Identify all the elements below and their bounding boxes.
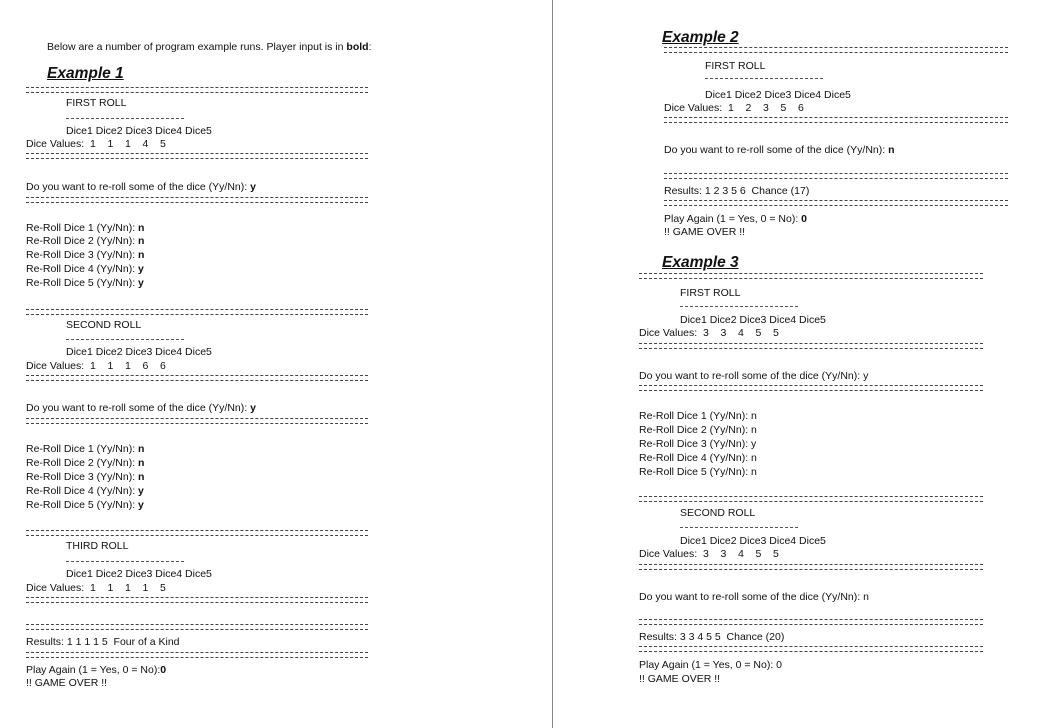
separator (26, 597, 368, 603)
dice-header: Dice1 Dice2 Dice3 Dice4 Dice5 (680, 535, 826, 547)
player-input: y (138, 277, 144, 289)
reroll-line: Re-Roll Dice 5 (Yy/Nn): n (639, 466, 757, 478)
dash-line (680, 527, 798, 528)
reroll-line: Re-Roll Dice 2 (Yy/Nn): n (639, 424, 757, 436)
example-1-title: Example 1 (47, 65, 124, 82)
game-over-line: !! GAME OVER !! (664, 226, 746, 238)
dash-line (66, 339, 184, 340)
dash-line (66, 118, 184, 119)
reroll-question: Do you want to re-roll some of the dice (Yy/Nn): n (664, 144, 895, 156)
reroll-line: Re-Roll Dice 2 (Yy/Nn): n (26, 235, 145, 247)
dice-values: Dice Values: 1 1 1 6 6 (26, 360, 166, 372)
reroll-question: Do you want to re-roll some of the dice (Yy/Nn): y (26, 402, 256, 414)
dice-values: Dice Values: 3 3 4 5 5 (639, 548, 779, 560)
separator (639, 564, 983, 570)
separator (639, 646, 983, 652)
dash-line (680, 306, 798, 307)
player-input: n (888, 144, 895, 156)
separator (664, 117, 1008, 123)
intro-bold: bold (346, 41, 369, 53)
dice-header: Dice1 Dice2 Dice3 Dice4 Dice5 (66, 568, 212, 580)
separator (26, 197, 368, 203)
separator (26, 309, 368, 315)
reroll-line: Re-Roll Dice 2 (Yy/Nn): n (26, 457, 145, 469)
separator (26, 652, 368, 658)
reroll-question (26, 181, 256, 193)
separator (26, 530, 368, 536)
dice-values: Dice Values: 1 1 1 1 5 (26, 582, 166, 594)
separator (26, 375, 368, 381)
player-input: 0 (160, 664, 167, 676)
dash-line (705, 78, 823, 79)
separator (639, 619, 983, 625)
reroll-line: Re-Roll Dice 3 (Yy/Nn): n (26, 249, 145, 261)
player-input: y (250, 181, 256, 193)
player-input: n (138, 235, 145, 247)
right-page (553, 0, 1060, 728)
reroll-line: Re-Roll Dice 5 (Yy/Nn): y (26, 499, 144, 511)
player-input: 0 (801, 213, 808, 225)
results-line: Results: 3 3 4 5 5 Chance (20) (639, 631, 785, 643)
separator (639, 343, 983, 349)
game-over-line: !! GAME OVER !! (26, 677, 108, 689)
reroll-line: Re-Roll Dice 3 (Yy/Nn): n (26, 471, 145, 483)
reroll-line: Re-Roll Dice 1 (Yy/Nn): n (639, 410, 757, 422)
dice-header: Dice1 Dice2 Dice3 Dice4 Dice5 (66, 346, 212, 358)
separator (26, 418, 368, 424)
intro-text: Below are a number of program example runs. Player input is in (47, 41, 347, 53)
player-input: y (250, 402, 256, 414)
dice-header: Dice1 Dice2 Dice3 Dice4 Dice5 (680, 314, 826, 326)
reroll-question: Do you want to re-roll some of the dice (Yy/Nn): n (639, 591, 869, 603)
separator (639, 273, 983, 279)
game-over-line: !! GAME OVER !! (639, 673, 721, 685)
example-3-title: Example 3 (662, 254, 739, 271)
reroll-line: Re-Roll Dice 1 (Yy/Nn): n (26, 443, 145, 455)
separator (26, 624, 368, 630)
player-input: n (138, 443, 145, 455)
results-line: Results: 1 2 3 5 6 Chance (17) (664, 185, 810, 197)
separator (664, 47, 1008, 53)
reroll-line: Re-Roll Dice 3 (Yy/Nn): y (639, 438, 757, 450)
separator (639, 385, 983, 391)
intro-end: : (368, 41, 372, 53)
reroll-line: Re-Roll Dice 4 (Yy/Nn): y (26, 485, 144, 497)
dice-header: Dice1 Dice2 Dice3 Dice4 Dice5 (705, 89, 851, 101)
player-input: n (138, 457, 145, 469)
first-roll-label: FIRST ROLL (680, 287, 741, 299)
separator (639, 496, 983, 502)
first-roll-label: FIRST ROLL (66, 97, 127, 109)
dice-values: Dice Values: 3 3 4 5 5 (639, 327, 779, 339)
second-roll-label: SECOND ROLL (680, 507, 756, 519)
player-input: n (138, 249, 145, 261)
reroll-line: Re-Roll Dice 4 (Yy/Nn): y (26, 263, 144, 275)
dash-line (66, 561, 184, 562)
dice-values: Dice Values: 1 2 3 5 6 (664, 102, 804, 114)
separator (26, 87, 368, 93)
play-again-line: Play Again (1 = Yes, 0 = No): 0 (639, 659, 783, 671)
play-again-line: Play Again (1 = Yes, 0 = No): 0 (664, 213, 808, 225)
separator (664, 173, 1008, 179)
separator (664, 200, 1008, 206)
results-line: Results: 1 1 1 1 5 Four of a Kind (26, 636, 180, 648)
player-input: n (138, 471, 145, 483)
dice-header: Dice1 Dice2 Dice3 Dice4 Dice5 (66, 125, 212, 137)
first-roll-label: FIRST ROLL (705, 60, 766, 72)
player-input: y (138, 263, 144, 275)
player-input: y (138, 499, 144, 511)
player-input: y (138, 485, 144, 497)
reroll-question: Do you want to re-roll some of the dice (Yy/Nn): y (639, 370, 869, 382)
separator (26, 153, 368, 159)
dice-values: Dice Values: 1 1 1 4 5 (26, 138, 166, 150)
second-roll-label: SECOND ROLL (66, 319, 142, 331)
intro-line (47, 41, 372, 53)
player-input: n (138, 222, 145, 234)
reroll-line: Re-Roll Dice 5 (Yy/Nn): y (26, 277, 144, 289)
reroll-line: Re-Roll Dice 1 (Yy/Nn): n (26, 222, 145, 234)
reroll-line: Re-Roll Dice 4 (Yy/Nn): n (639, 452, 757, 464)
third-roll-label: THIRD ROLL (66, 540, 129, 552)
example-2-title: Example 2 (662, 29, 739, 46)
play-again-line: Play Again (1 = Yes, 0 = No):0 (26, 664, 167, 676)
question-text: Do you want to re-roll some of the dice (Yy/Nn): (26, 181, 251, 193)
